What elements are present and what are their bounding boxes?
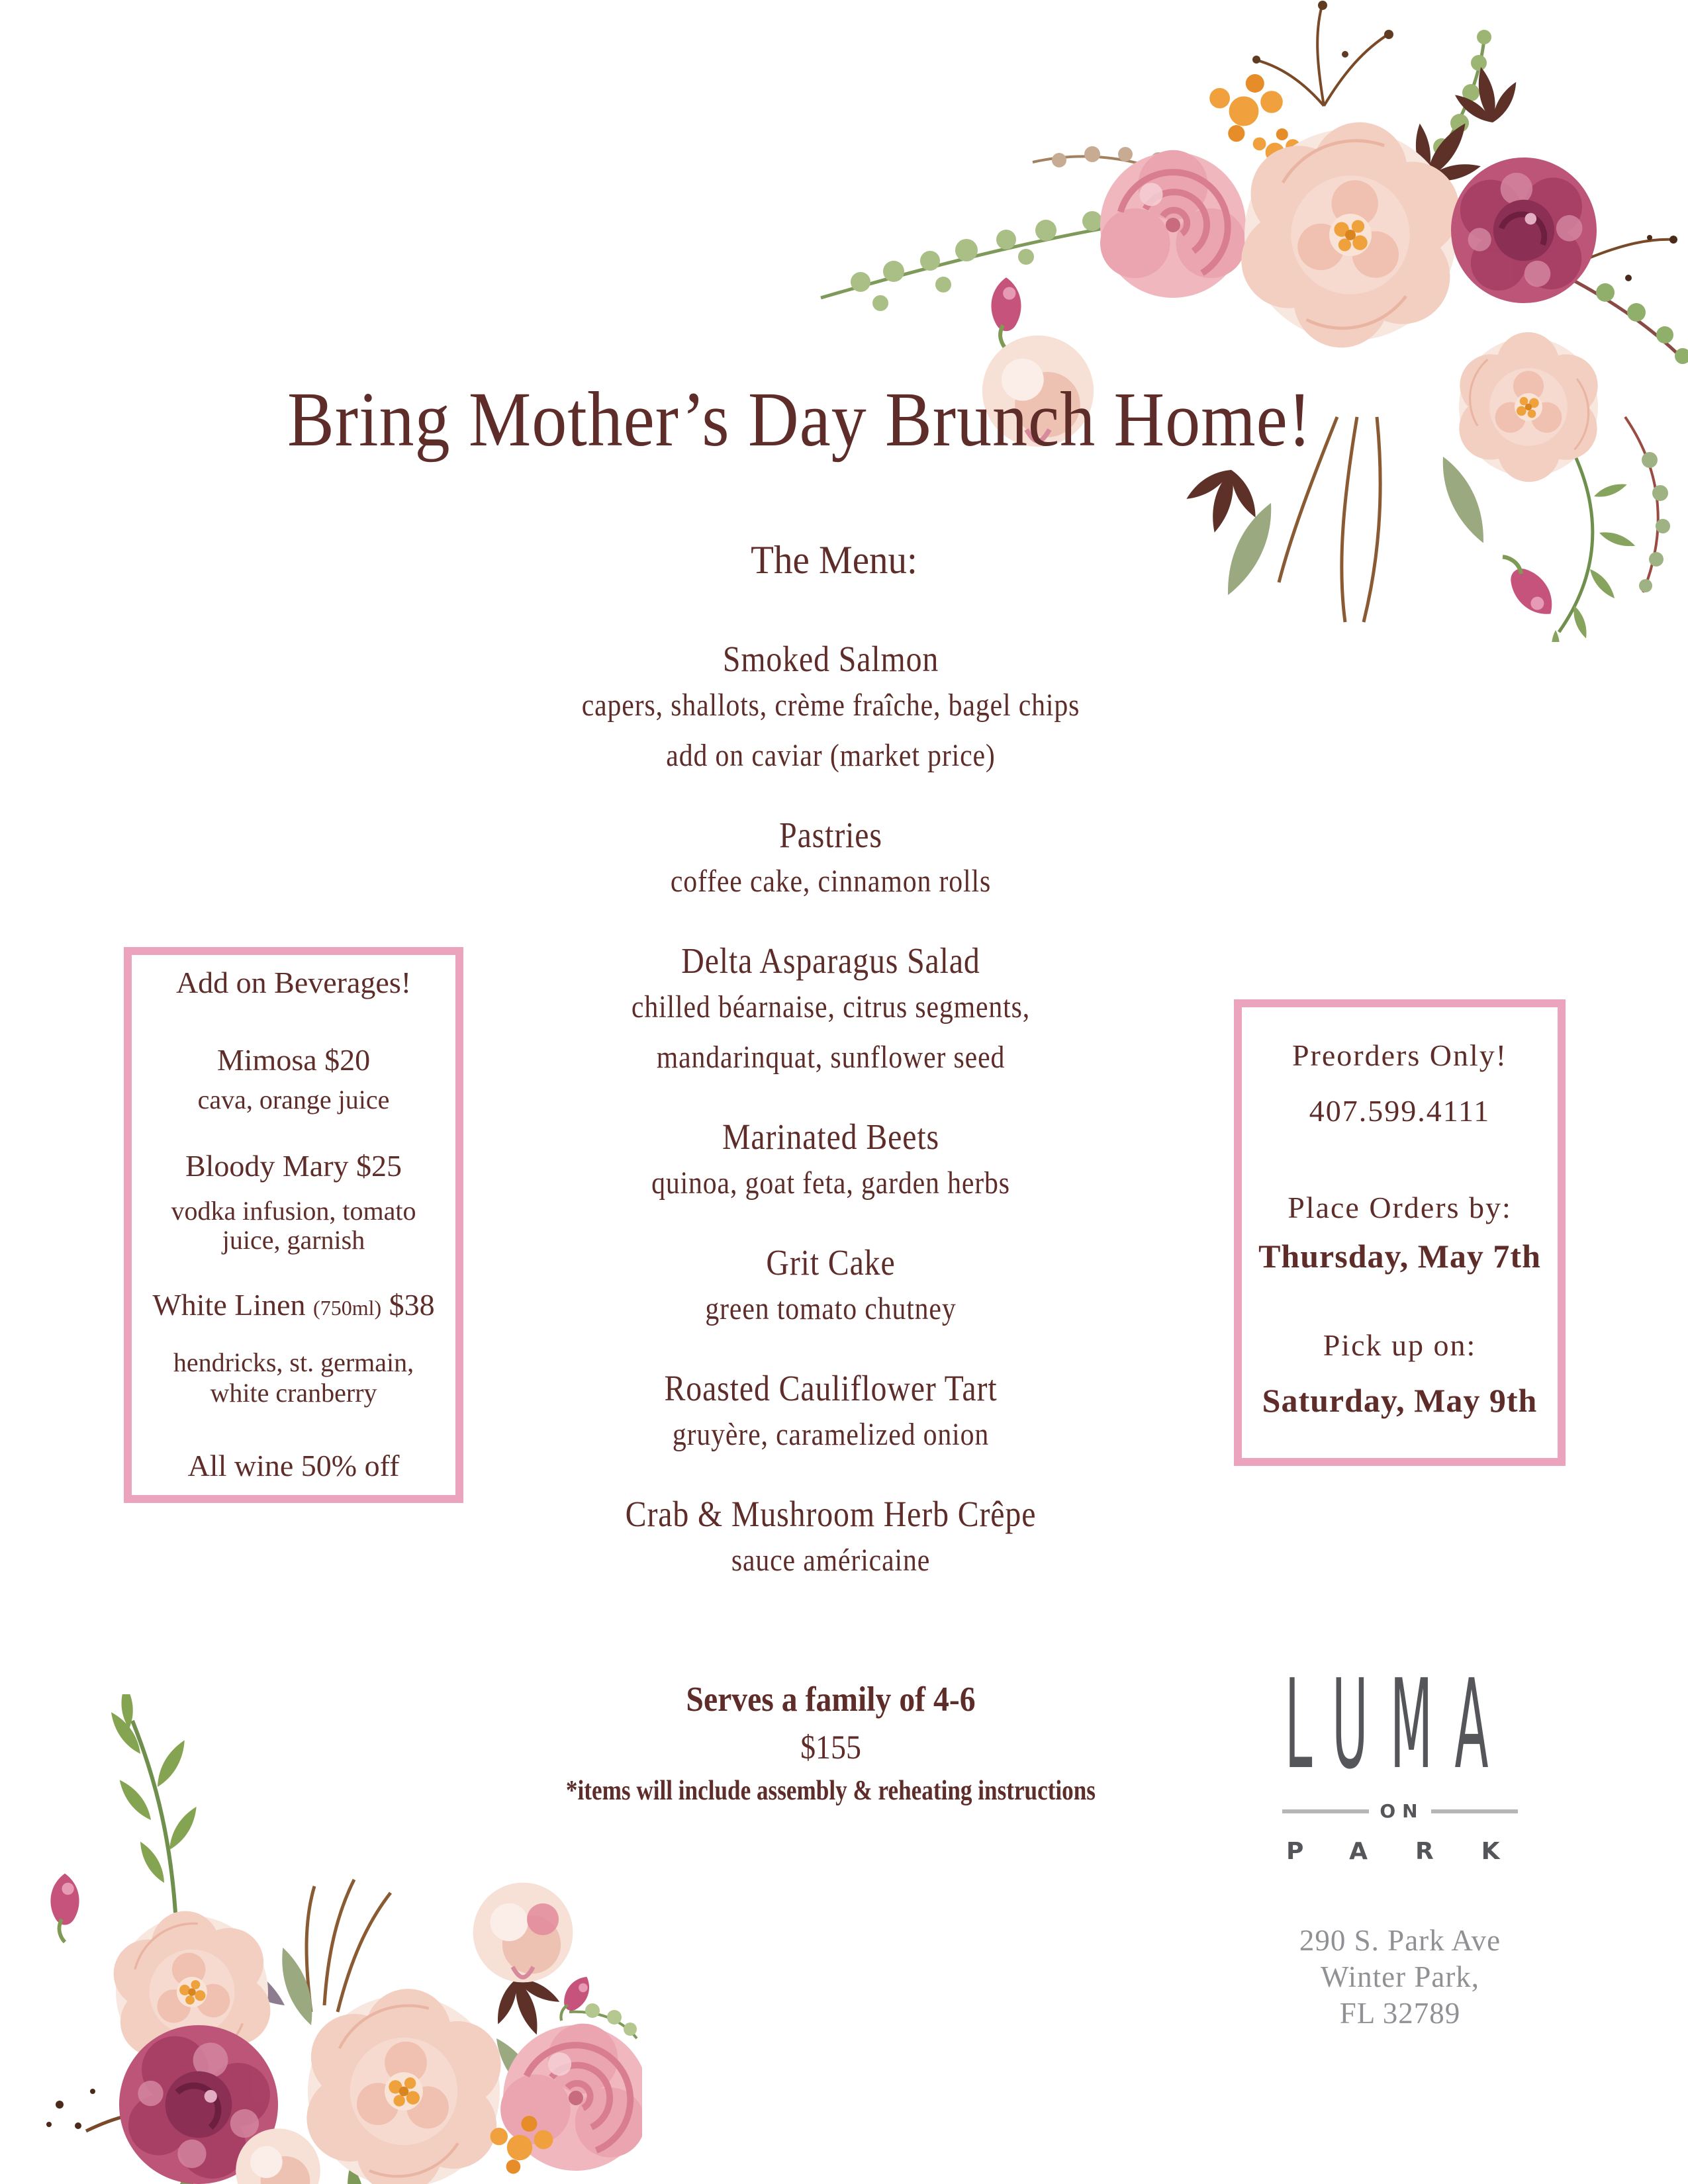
logo-word-on: ON: [1380, 1800, 1425, 1822]
beverage-item-name: Bloody Mary $25: [185, 1149, 402, 1183]
serving-info: [414, 1676, 1248, 1809]
menu-item-desc: coffee cake, cinnamon rolls: [670, 864, 992, 899]
beverages-footer: All wine 50% off: [187, 1449, 400, 1482]
menu-item-name: Delta Asparagus Salad: [681, 940, 980, 981]
menu-list: [370, 638, 1291, 1619]
address-line: 290 S. Park Ave: [1299, 1924, 1501, 1957]
menu-item-name: Smoked Salmon: [722, 639, 939, 679]
logo-word-luma: LUMA: [1285, 1652, 1511, 1797]
menu-item-desc: mandarinquat, sunflower seed: [656, 1040, 1006, 1075]
menu-item-name: Marinated Beets: [722, 1116, 939, 1157]
menu-item-desc: sauce américaine: [731, 1543, 931, 1578]
menu-section-grit-cake: [370, 1242, 1291, 1334]
address-line: Winter Park,: [1320, 1960, 1480, 1993]
menu-section-delta-asparagus-salad: [370, 940, 1291, 1083]
menu-item-desc: quinoa, goat feta, garden herbs: [651, 1165, 1010, 1201]
beverage-name-text: White Linen: [152, 1288, 314, 1322]
order-by-label: Place Orders by:: [1288, 1191, 1512, 1224]
price: $155: [800, 1729, 861, 1766]
menu-item-desc: capers, shallots, crème fraîche, bagel chips: [581, 688, 1080, 723]
beverage-item-name: [132, 1287, 455, 1326]
menu-item-desc: gruyère, caramelized onion: [672, 1417, 990, 1452]
logo-on-row: [1282, 1800, 1518, 1822]
pickup-label: Pick up on:: [1323, 1328, 1477, 1362]
order-by-date: Thursday, May 7th: [1258, 1238, 1541, 1275]
menu-section-smoked-salmon: [370, 638, 1291, 781]
beverages-title: Add on Beverages!: [175, 966, 412, 999]
menu-item-name: Crab & Mushroom Herb Crêpe: [625, 1494, 1037, 1534]
menu-section-marinated-beets: [370, 1116, 1291, 1208]
logo-rule-left: [1282, 1809, 1369, 1813]
beverage-item-name: Mimosa $20: [216, 1043, 371, 1077]
beverages-box: [124, 947, 463, 1503]
beverage-desc-line: white cranberry: [210, 1378, 377, 1408]
luma-on-park-logo: [1282, 1652, 1548, 1865]
beverage-desc-line: vodka infusion, tomato: [171, 1196, 416, 1226]
menu-section-roasted-cauliflower-tart: [370, 1367, 1291, 1460]
beverage-name-size: (750ml): [313, 1296, 382, 1320]
assembly-note: *items will include assembly & reheating instructions: [565, 1776, 1096, 1806]
restaurant-address: [1238, 1923, 1562, 2032]
menu-section-crab-mushroom-crepe: [370, 1493, 1291, 1586]
beverage-item-desc: cava, orange juice: [197, 1085, 390, 1115]
menu-item-desc: chilled béarnaise, citrus segments,: [631, 989, 1031, 1024]
menu-item-desc: green tomato chutney: [705, 1291, 957, 1326]
logo-word-park: PARK: [1286, 1838, 1548, 1865]
menu-section-pastries: [370, 814, 1291, 907]
address-line: FL 32789: [1339, 1997, 1461, 2030]
beverage-desc-line: juice, garnish: [222, 1225, 365, 1255]
preorders-box: [1234, 999, 1566, 1466]
serves-line: Serves a family of 4-6: [686, 1680, 976, 1719]
page-title: Bring Mother’s Day Brunch Home!: [287, 376, 1312, 463]
beverage-item-desc: [132, 1347, 455, 1408]
menu-item-name: Roasted Cauliflower Tart: [664, 1368, 998, 1408]
beverage-name-price: $38: [381, 1288, 435, 1322]
preorders-phone: 407.599.4111: [1309, 1094, 1491, 1128]
menu-item-name: Grit Cake: [766, 1242, 896, 1283]
beverage-desc-line: hendricks, st. germain,: [173, 1347, 414, 1377]
logo-wordmark: [1282, 1652, 1518, 1797]
preorders-headline: Preorders Only!: [1291, 1038, 1508, 1072]
beverage-item-desc: [132, 1197, 455, 1255]
menu-label: The Menu:: [751, 538, 917, 582]
logo-rule-right: [1431, 1809, 1518, 1813]
menu-item-name: Pastries: [779, 815, 882, 855]
pickup-date: Saturday, May 9th: [1262, 1382, 1538, 1419]
menu-item-desc: add on caviar (market price): [666, 738, 996, 773]
